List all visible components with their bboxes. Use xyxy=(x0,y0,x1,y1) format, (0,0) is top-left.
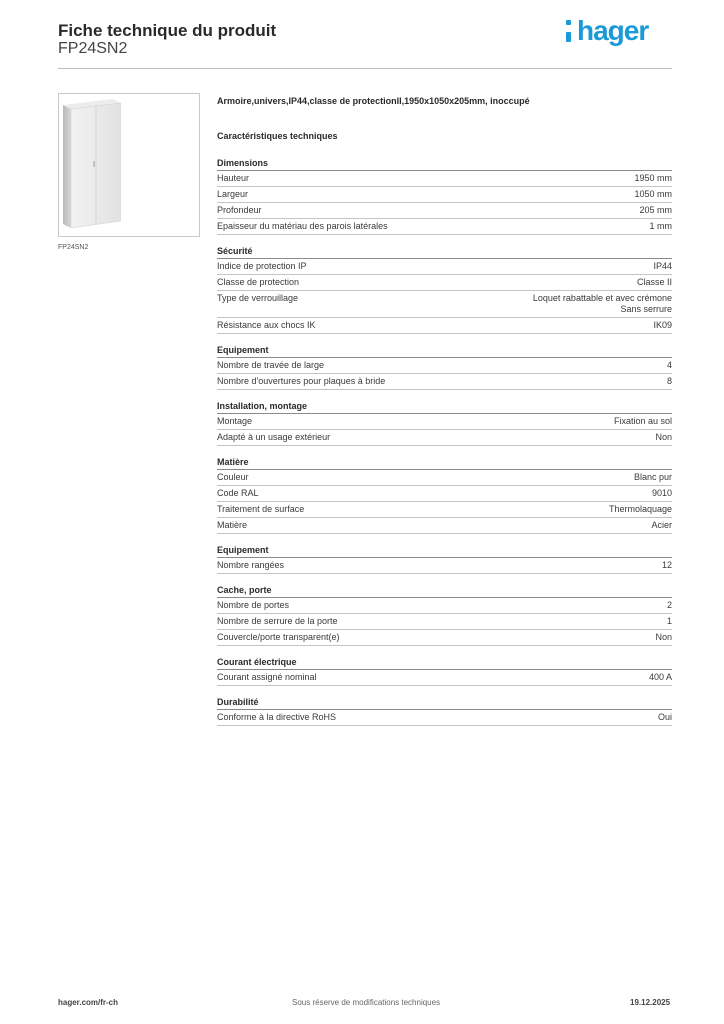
spec-value xyxy=(340,632,672,643)
spec-section xyxy=(217,543,672,574)
spec-value-line: Classe II xyxy=(636,277,672,287)
spec-value-line: IP44 xyxy=(653,261,672,271)
section-title: Courant électrique xyxy=(217,655,672,670)
spec-value xyxy=(298,293,672,315)
spec-value xyxy=(316,320,672,331)
spec-row xyxy=(217,710,672,726)
spec-value xyxy=(249,472,672,483)
spec-label: Nombre de travée de large xyxy=(217,360,325,370)
spec-value xyxy=(385,376,672,387)
spec-row xyxy=(217,219,672,235)
image-caption: FP24SN2 xyxy=(58,244,89,251)
spec-label: Couvercle/porte transparent(e) xyxy=(217,632,340,642)
spec-value xyxy=(248,189,672,200)
footer-disclaimer: Sous réserve de modifications techniques xyxy=(292,998,441,1007)
spec-row xyxy=(217,502,672,518)
spec-row xyxy=(217,630,672,646)
spec-row xyxy=(217,414,672,430)
spec-value xyxy=(317,672,672,683)
spec-label: Matière xyxy=(217,520,248,530)
spec-sections xyxy=(217,156,672,726)
spec-row xyxy=(217,171,672,187)
spec-value-line: 1050 mm xyxy=(634,189,672,199)
spec-row xyxy=(217,518,672,534)
spec-row xyxy=(217,470,672,486)
spec-value-line: 8 xyxy=(666,376,672,386)
section-title: Equipement xyxy=(217,543,672,558)
spec-row xyxy=(217,187,672,203)
spec-section xyxy=(217,695,672,726)
section-title: Equipement xyxy=(217,343,672,358)
spec-value-line: Sans serrure xyxy=(620,304,672,314)
section-title: Dimensions xyxy=(217,156,672,171)
spec-row xyxy=(217,558,672,574)
spec-row xyxy=(217,275,672,291)
spec-row xyxy=(217,203,672,219)
spec-label: Nombre rangées xyxy=(217,560,285,570)
spec-value xyxy=(324,360,672,371)
section-title: Durabilité xyxy=(217,695,672,710)
spec-value xyxy=(289,600,672,611)
spec-value-line: 12 xyxy=(661,560,672,570)
spec-value-line: IK09 xyxy=(653,320,672,330)
spec-value-line: 400 A xyxy=(648,672,672,682)
spec-row xyxy=(217,598,672,614)
cabinet-illustration-icon xyxy=(63,99,121,228)
spec-value-line: Non xyxy=(655,632,672,642)
specs-title: Caractéristiques techniques xyxy=(217,131,338,141)
spec-section xyxy=(217,343,672,390)
spec-value-line: Acier xyxy=(651,520,672,530)
spec-label: Classe de protection xyxy=(217,277,300,287)
spec-row xyxy=(217,318,672,334)
spec-value-line: 205 mm xyxy=(639,205,672,215)
spec-row xyxy=(217,430,672,446)
spec-value xyxy=(338,616,672,627)
spec-row xyxy=(217,374,672,390)
spec-label: Conforme à la directive RoHS xyxy=(217,712,337,722)
spec-value-line: Thermolaquage xyxy=(608,504,672,514)
spec-section xyxy=(217,583,672,646)
spec-label: Profondeur xyxy=(217,205,262,215)
spec-value xyxy=(307,261,672,272)
spec-label: Type de verrouillage xyxy=(217,293,299,303)
spec-value xyxy=(247,520,672,531)
spec-value-line: 2 xyxy=(666,600,672,610)
spec-label: Couleur xyxy=(217,472,249,482)
spec-value-line: Oui xyxy=(657,712,672,722)
section-title: Sécurité xyxy=(217,244,672,259)
spec-label: Code RAL xyxy=(217,488,259,498)
spec-label: Traitement de surface xyxy=(217,504,305,514)
spec-label: Indice de protection IP xyxy=(217,261,307,271)
spec-label: Montage xyxy=(217,416,253,426)
spec-label: Courant assigné nominal xyxy=(217,672,317,682)
spec-section xyxy=(217,655,672,686)
spec-section xyxy=(217,244,672,334)
spec-value-line: 9010 xyxy=(651,488,672,498)
spec-section xyxy=(217,455,672,534)
spec-row xyxy=(217,358,672,374)
spec-value xyxy=(388,221,672,232)
spec-label: Epaisseur du matériau des parois latérales xyxy=(217,221,388,231)
spec-label: Nombre de serrure de la porte xyxy=(217,616,338,626)
spec-value xyxy=(284,560,672,571)
spec-value-line: 1 mm xyxy=(649,221,672,231)
spec-label: Hauteur xyxy=(217,173,250,183)
spec-value-line: Loquet rabattable et avec crémone xyxy=(532,293,672,303)
spec-value-line: 1 xyxy=(666,616,672,626)
hager-logo xyxy=(566,14,648,48)
spec-label: Nombre d'ouvertures pour plaques à bride xyxy=(217,376,386,386)
spec-row xyxy=(217,670,672,686)
header-divider xyxy=(58,68,672,69)
spec-section xyxy=(217,399,672,446)
spec-row xyxy=(217,259,672,275)
spec-value xyxy=(259,488,672,499)
product-image xyxy=(58,93,200,237)
spec-value xyxy=(336,712,672,723)
spec-value xyxy=(249,173,672,184)
section-title: Cache, porte xyxy=(217,583,672,598)
spec-section xyxy=(217,156,672,235)
spec-value xyxy=(299,277,672,288)
footer-website: hager.com/fr-ch xyxy=(58,998,119,1007)
spec-label: Adapté à un usage extérieur xyxy=(217,432,331,442)
logo-text: hager xyxy=(577,15,649,46)
spec-row xyxy=(217,486,672,502)
spec-value xyxy=(304,504,672,515)
section-title: Installation, montage xyxy=(217,399,672,414)
page-title: Fiche technique du produit xyxy=(58,21,277,40)
spec-label: Nombre de portes xyxy=(217,600,290,610)
product-description: Armoire,univers,IP44,classe de protectionII,1950x1050x205mm, inoccupé xyxy=(217,96,530,106)
spec-row xyxy=(217,291,672,318)
spec-value-line: Fixation au sol xyxy=(613,416,672,426)
spec-value xyxy=(330,432,672,443)
spec-value-line: 4 xyxy=(666,360,672,370)
spec-value xyxy=(252,416,672,427)
spec-value-line: 1950 mm xyxy=(634,173,672,183)
logo-mark-icon xyxy=(566,20,575,42)
section-title: Matière xyxy=(217,455,672,470)
product-reference: FP24SN2 xyxy=(58,40,128,57)
spec-label: Largeur xyxy=(217,189,249,199)
spec-row xyxy=(217,614,672,630)
spec-value-line: Blanc pur xyxy=(633,472,672,482)
footer-date: 19.12.2025 xyxy=(630,998,671,1007)
spec-value xyxy=(262,205,672,216)
spec-value-line: Non xyxy=(655,432,672,442)
spec-label: Résistance aux chocs IK xyxy=(217,320,316,330)
specifications xyxy=(217,96,672,735)
